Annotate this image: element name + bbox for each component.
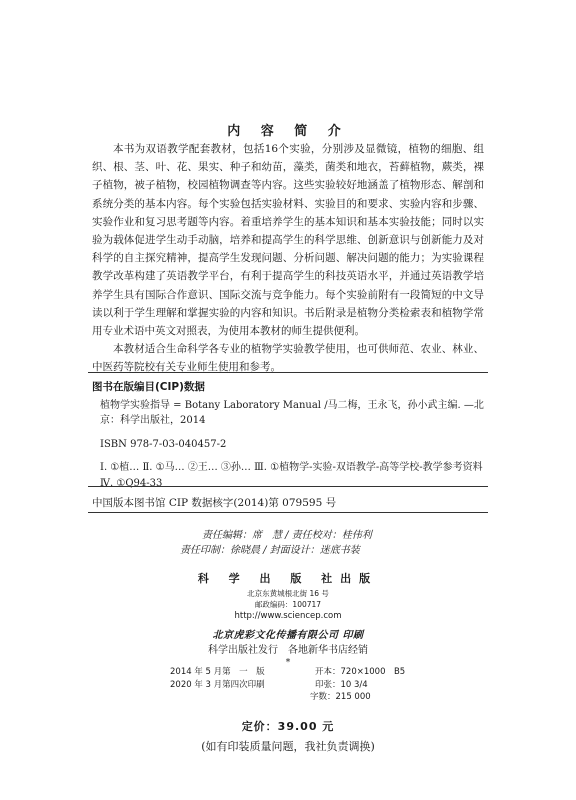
printer-name: 北京虎彩文化传播有限公司 印刷 — [212, 630, 364, 641]
edition-block — [170, 666, 430, 704]
cip-divider-bottom — [88, 512, 488, 513]
publisher-url: http://www.sciencep.com — [234, 611, 342, 621]
cip-classification: Ⅰ. ①植… Ⅱ. ①马… ②王… ③孙… Ⅲ. ①植物学-实验-双语教学-高等学校-教学参考资料 Ⅳ. ①Q94-33 — [100, 462, 483, 489]
first-edition: 2014 年 5 月第 一 版 — [170, 667, 265, 677]
cip-isbn: ISBN 978-7-03-040457-2 — [100, 438, 227, 450]
staff-line-1: 责任编辑：席 慧 / 责任校对：桂伟利 — [202, 530, 372, 541]
publisher-name: 科 学 出 版 社出版 — [197, 572, 379, 585]
book-format: 开本：720×1000 B5 — [315, 667, 406, 677]
section-divider — [88, 372, 488, 373]
summary-title: 内 容 简 介 — [227, 124, 349, 139]
cip-heading: 图书在版编目(CIP)数据 — [92, 381, 205, 393]
summary-paragraph-2: 本教材适合生命科学各专业的植物学实验教学使用，也可供师范、农业、林业、中医药等院校有关专业师生使用和参考。 — [92, 343, 484, 374]
staff-credits — [180, 528, 440, 558]
separator-mark: * — [285, 658, 291, 668]
cip-block — [92, 380, 484, 491]
summary-paragraph-1: 本书为双语教学配套教材，包括16个实验，分别涉及显微镜，植物的细胞、组织、根、茎、叶、花、果实、种子和幼苗，藻类，菌类和地衣，苔藓植物，蕨类，裸子植物，被子植物，校园植物调查等内容。这些实验较好地涵盖了植物形态、解剖和系统分类的基本内容。每个实验包括实验材料、实验目的和要求、实验内容和步骤、实验作业和复习思考题等内容。着重培养学生的基本知识和基本实验技能；同时以实验为载体促进学生动手动脑，培养和提高学生的科学思维、创新意识与创新能力及对科学的自主探究精神，提高学生发现问题、分析问题、解决问题的能力；为实验课程教学改革构建了英语教学平台，有利于提高学生的科技英语水平，并通过英语教学培养学生具有国际合作意识、国际交流与竞争能力。每个实验前附有一段简短的中文导读以利于学生理解和掌握实验的内容和知识。书后附录是植物分类检索表和植物学常用专业术语中英文对照表，为使用本教材的师生提供便利。 — [92, 143, 484, 338]
publisher-block — [0, 570, 576, 623]
publisher-postcode: 邮政编码：100717 — [254, 600, 322, 609]
word-count: 字数：215 000 — [310, 692, 371, 702]
cip-entry: 植物学实验指导 = Botany Laboratory Manual /马二梅，王永飞，孙小武主编. —北京：科学出版社，2014 — [100, 399, 484, 426]
distributor: 科学出版社发行 各地新华书店经销 — [208, 645, 368, 656]
summary-body — [92, 140, 484, 377]
reprint-info: 2020 年 3 月第四次印刷 — [170, 679, 265, 690]
publisher-address: 北京东黄城根北街 16 号 — [247, 589, 329, 598]
price: 定价：39.00 元 — [241, 720, 335, 733]
staff-line-2: 责任印制：徐晓晨 / 封面设计：迷底书装 — [180, 545, 360, 556]
cip-divider-top — [88, 486, 488, 487]
quality-notice: (如有印装质量问题，我社负责调换) — [201, 740, 375, 753]
printing-block — [0, 628, 576, 668]
printed-sheets: 印张：10 3/4 — [315, 679, 368, 690]
cip-core-data: 中国版本图书馆 CIP 数据核字(2014)第 079595 号 — [92, 497, 337, 509]
